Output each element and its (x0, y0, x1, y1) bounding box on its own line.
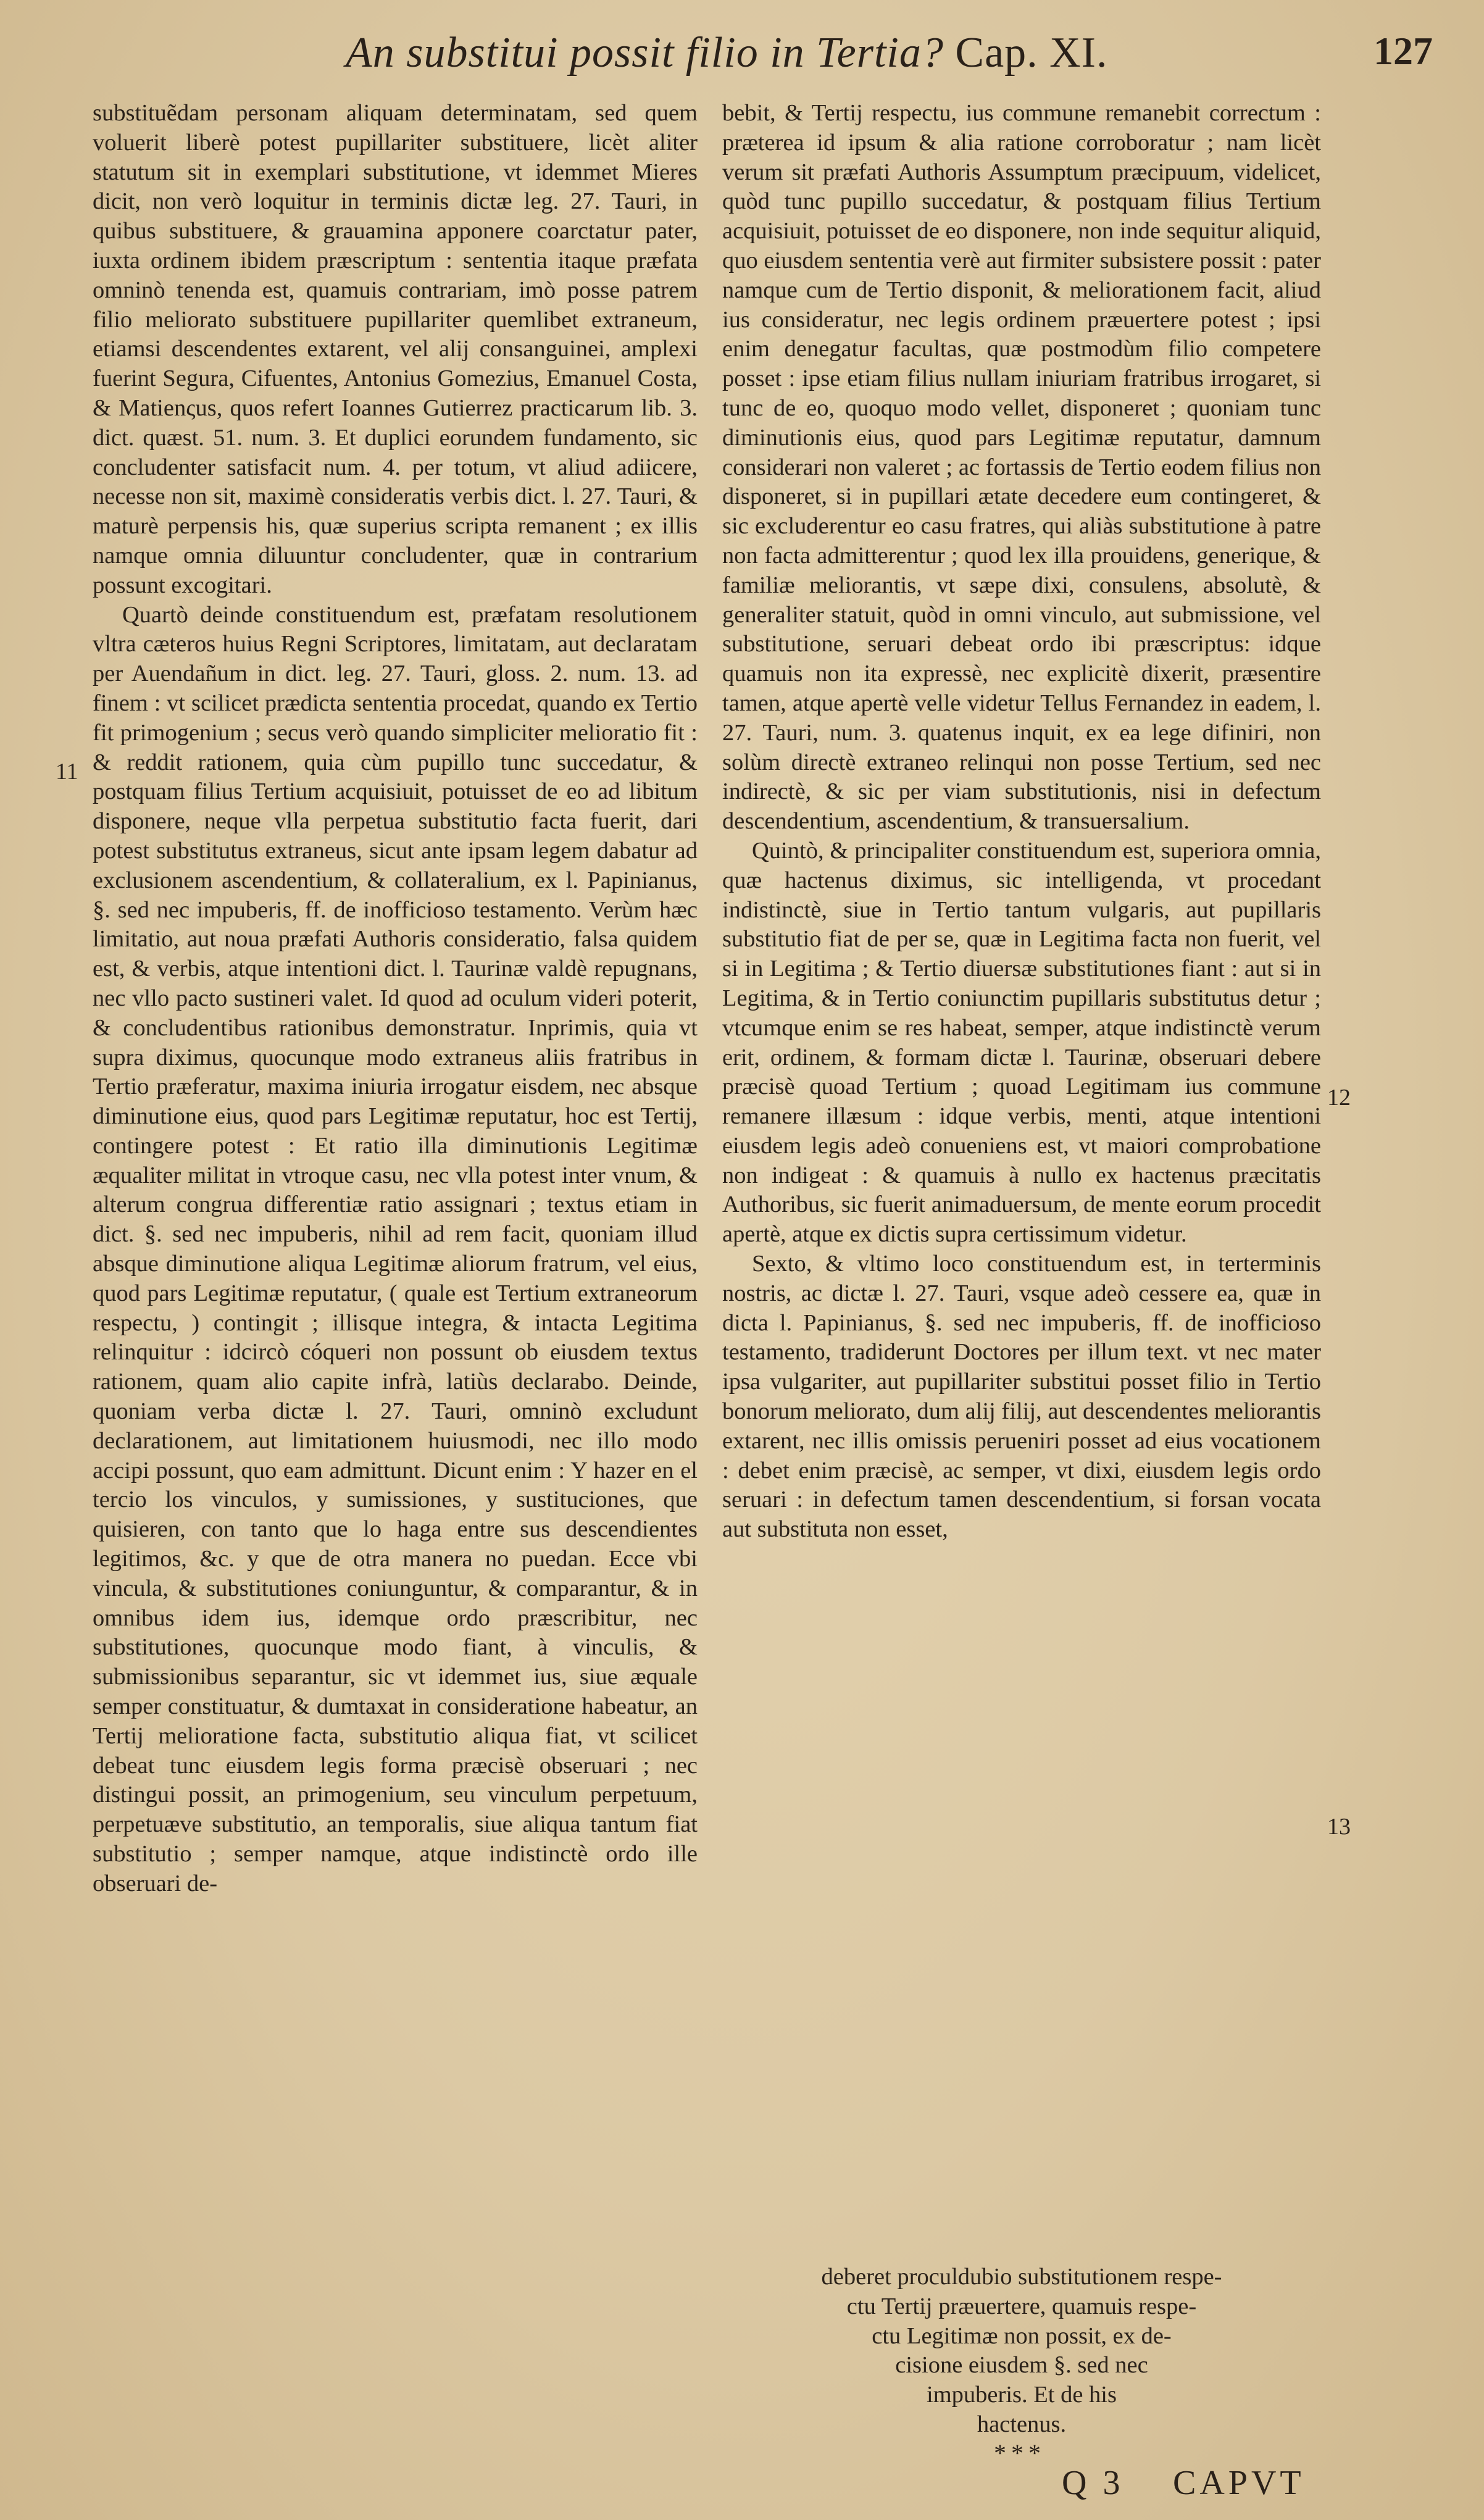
running-title (346, 28, 1108, 78)
running-title-text: An substitui possit filio in Tertia? (346, 29, 944, 77)
margin-number-12: 12 (1327, 1085, 1351, 1111)
right-paragraph-2: Quintò, & principaliter constituendum est, superiora omnia, quæ hactenus diximus, sic intelligenda, vt procedant indistinctè, siue in Tertio tantum vulgaris, aut pupillaris substitutio fiat de per se, quæ in Legitima facta non fuerit, vel si in Legitima ; & Tertio diuersæ substitutiones fiant : aut si in Legitima, & in Tertio coniunctim pupillaris substitutus detur ; vtcumque enim se res habeat, semper, atque indistinctè verum erit, ordinem, & formam dictæ l. Taurinæ, obseruari debere præcisè quoad Tertium ; quoad Legitimam ius commune remanere illæsum : idque verbis, menti, atque intentioni eiusdem legis adeò conueniens est, vt maiori comprobatione non indigeat : & quamuis à nullo ex hactenus præcitatis Authoribus, sic fuerit animaduersum, de mente eorum procedit apertè, atque ex dictis supra certissimum videtur. (722, 837, 1321, 1248)
closing-line: ctu Tertij præuertere, quamuis respe- (846, 2293, 1197, 2319)
margin-number-13: 13 (1327, 1814, 1351, 1840)
closing-line: hactenus. (977, 2411, 1067, 2437)
left-paragraph-1: substituẽdam personam aliquam determinatam, sed quem voluerit liberè potest pupillariter substituere, licèt aliter statutum sit in exemplari substitutione, vt idemmet Mieres dicit, non verò loquitur in terminis dictæ leg. 27. Tauri, in quibus substituere, & grauamina apponere coarctatur pater, iuxta ordinem ibidem præscriptum : sententia itaque præfata omninò tenenda est, quamuis contrariam, imò posse patrem filio meliorato substituere pupillariter quemlibet extraneum, etiamsi descendentes extarent, vel alij consanguinei, amplexi fuerint Segura, Cifuentes, Antonius Gomezius, Emanuel Costa, & Matienςus, quos refert Ioannes Gutierrez practicarum lib. 3. dict. quæst. 51. num. 3. Et duplici eorundem fundamento, sic concludenter satisfacit num. 4. per totum, vt aliud adiicere, necesse non sit, maximè consideratis verbis dict. l. 27. Tauri, & maturè perpensis his, quæ superius scripta remanent ; ex illis namque omnia diluuntur concludenter, quæ in contrarium possunt excogitari. (93, 100, 698, 598)
page-number: 127 (1374, 29, 1433, 73)
margin-number-11: 11 (56, 759, 78, 785)
right-paragraph-3: Sexto, & vltimo loco constituendum est, in terterminis nostris, ac dictæ l. 27. Tauri, vsque adeò cessere ea, quæ in dicta l. Papinianus, §. sed nec impuberis, ff. de inofficioso testamento, tradiderunt Doctores per illum text. vt nec mater ipsa vulgariter, aut pupillariter substitui posset filio in Tertio bonorum meliorato, dum alij filij, aut descendentes meliorantis extarent, nec illis omissis perueniri posset ad eius vocationem : debet enim præcisè, ac semper, vt dixi, eiusdem legis ordo seruari : in defectum tamen descendentium, si forsan vocata aut substituta non esset, (722, 1251, 1321, 1543)
catchword: CAPVT (1173, 2464, 1305, 2502)
right-paragraph-1: bebit, & Tertij respectu, ius commune remanebit correctum : præterea id ipsum & alia ratione corroboratur ; nam licèt verum sit præfati Authoris Assumptum præcipuum, videlicet, quòd tunc pupillo succedatur, & postquam filius Tertium acquisiuit, potuisset de eo disponere, non inde sequitur aliquid, quo eiusdem sententia verè aut firmiter subsistere possit : pater namque cum de Tertio disponit, & meliorationem facit, aliud ius consideratur, nec legis ordinem præuertere potest ; ipsi enim denegatur facultas, quæ postmodùm filio competere posset : ipse etiam filius nullam iniuriam fratribus irrogaret, si tunc de eo, quoquo modo vellet, disponeret ; quoniam tunc diminutionis eius, quod pars Legitimæ reputatur, damnum considerari non valeret ; ac fortassis de Tertio eodem filius non disponeret, si in pupillari ætate decedere eum contingeret, & sic excluderentur eo casu fratres, qui aliàs substitutione à patre non facta admitterentur ; quod lex illa prouidens, generique, & familiæ meliorantis, vt sæpe dixi, consulens, absolutè, & generaliter statuit, quòd in omni vinculo, aut submissione, vel substitutione, seruari debeat ordo ibi præscriptus: idque quamuis non ita expressè, nec explicitè dixerit, præsentire tamen, atque apertè velle videtur Tellus Fernandez in eadem, l. 27. Tauri, num. 3. quatenus inquit, ex ea lege difiniri, non solùm directè extraneo relinqui non posse Tertium, sed nec indirectè, & sic per viam substitutionis, nisi in defectum descendentium, ascendentium, & transuersalium. (722, 100, 1321, 835)
closing-line: cisione eiusdem §. sed nec (895, 2352, 1148, 2379)
closing-lines (722, 2263, 1321, 2440)
closing-line: deberet proculdubio substitutionem respe- (821, 2264, 1222, 2290)
left-column (93, 99, 698, 1899)
signature-mark: Q 3 (1062, 2464, 1124, 2502)
right-column (722, 99, 1321, 1545)
closing-line: ctu Legitimæ non possit, ex de- (872, 2322, 1172, 2349)
chapter-label: Cap. XI. (955, 29, 1108, 77)
left-paragraph-2: Quartò deinde constituendum est, præfatam resolutionem vltra cæteros huius Regni Scriptores, limitatam, aut declaratam per Auendañum in dict. leg. 27. Tauri, gloss. 2. num. 13. ad finem : vt scilicet prædicta sententia procedat, quando ex Tertio fit primogenium ; secus verò quando simpliciter melioratio fit : & reddit rationem, quia cùm pupillo tunc succedatur, & postquam filius Tertium acquisiuit, potuisset de eo ad libitum disponere, neque vlla perpetua substitutio facta fuerit, dari potest substitutus extraneus, sicut ante ipsam legem dabatur ad exclusionem ascendentium, & collateralium, ex l. Papinianus, §. sed nec impuberis, ff. de inofficioso testamento. Verùm hæc limitatio, aut noua præfati Authoris consideratio, falsa quidem est, & verbis, atque intentioni dict. l. Taurinæ valdè repugnans, nec vllo pacto sustineri valet. Id quod ad oculum videri poterit, & concludentibus rationibus demonstratur. Inprimis, quia vt supra diximus, quocunque modo extraneus aliis fratribus in Tertio præferatur, maxima iniuria irrogatur eisdem, nec absque diminutione eius, quod pars Legitimæ reputatur, hoc est Tertij, contingere potest : Et ratio illa diminutionis Legitimæ æqualiter militat in vtroque casu, nec vlla potest inter vnum, & alterum congrua differentiæ ratio assignari ; textus etiam in dict. §. sed nec impuberis, nihil ad rem facit, quoniam illud absque diminutione aliqua Legitimæ aliorum fratrum, vel eius, quod pars Legitimæ reputatur, ( quale est Tertium extraneorum respectu, ) contingit ; illisque integra, & intacta Legitima relinquitur : idcircò cóqueri non possunt ob eiusdem textus rationem, quam alio capite infrà, latiùs declarabo. Deinde, quoniam verba dictæ l. 27. Tauri, omninò excludunt declarationem, aut limitationem huiusmodi, nec illo modo accipi possunt, quo eam admittunt. Dicunt enim : Y hazer en el tercio los vinculos, y sumissiones, y sustituciones, que quisieren, con tanto que lo haga entre sus descendientes legitimos, &c. y que de otra manera no puedan. Ecce vbi vincula, & substitutiones coniunguntur, & comparantur, & in omnibus idem ius, idemque ordo præscribitur, nec substitutiones, quocunque modo fiant, à vinculis, & submissionibus separantur, sic vt idemmet ius, siue æquale semper constituatur, & dumtaxat in consideratione habeatur, an Tertij melioratione facta, substitutio aliqua fiat, vt scilicet debeat tunc eiusdem legis forma præcisè obseruari ; nec distingui possit, an primogenium, seu vinculum perpetuum, perpetuæve substitutio, an temporalis, siue aliqua tantum fiat substitutio ; semper namque, atque indistinctè ordo ille obseruari de- (93, 601, 698, 1896)
closing-line: impuberis. Et de his (927, 2382, 1117, 2408)
section-end-stars: * * * (994, 2439, 1041, 2467)
